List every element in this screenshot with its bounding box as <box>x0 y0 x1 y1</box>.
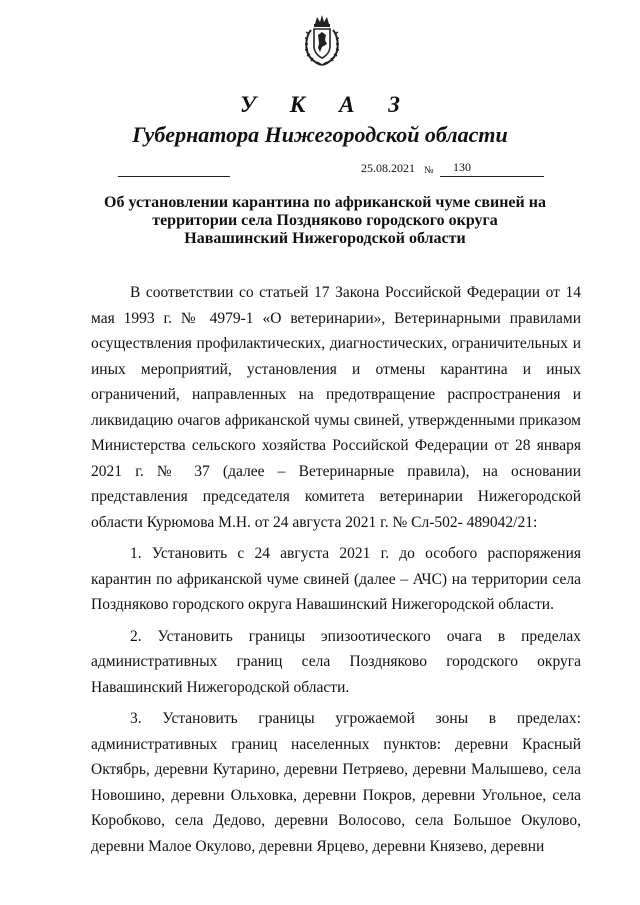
number-sign: № <box>424 165 434 176</box>
title-line: Об установлении карантина по африканской чуме свиней на <box>104 194 546 211</box>
clause-3: 3. Установить границы угрожаемой зоны в пределах: административных границ населенных пунктов: деревни Красный Октябрь, деревни Кутарино, деревни Петряево, деревни Малышево, села Новошино, деревни Ольховка, деревни Покров, деревни Угольное, села Коробково, села Дедово, деревни Волосово, села Большое Окулово, деревни Малое Окулово, деревни Ярцево, деревни Князево, деревни <box>91 710 581 855</box>
clause-1: 1. Установить с 24 августа 2021 г. до особого распоряжения карантин по африканской чуме свиней (далее – АЧС) на территории села Поздняково городского округа Навашинский Нижегородской области. <box>91 545 581 613</box>
coat-of-arms-icon <box>303 14 341 68</box>
preamble-paragraph: В соответствии со статьей 17 Закона Российской Федерации от 14 мая 1993 г. № 4979-1 «О ветеринарии», Ветеринарными правилами осуществления профилактических, диагностических, ограничительных и иных мероприятий, установления и отмены карантина и иных ограничений, направленных на предотвращение распространения и ликвидацию очагов африканской чумы свиней, утвержденными приказом Министерства сельского хозяйства Российской Федерации от 28 января 2021 г. № 37 (далее – Ветеринарные правила), на основании представления председателя комитета ветеринарии Нижегородской области Курюмова М.Н. от 24 августа 2021 г. № Сл-502- 489042/21: <box>91 284 581 531</box>
decree-number: 130 <box>453 160 471 174</box>
date-underline-left <box>118 176 230 177</box>
issuer-heading: Губернатора Нижегородской области <box>132 122 508 147</box>
number-underline <box>440 176 544 177</box>
decree-heading: У К А З <box>240 92 414 117</box>
document-title <box>90 194 560 248</box>
title-line: Навашинский Нижегородской области <box>184 230 466 247</box>
clause-2: 2. Установить границы эпизоотического очага в пределах административных границ села Поздняково городского округа Навашинский Нижегородской области. <box>91 627 581 696</box>
document-body <box>91 280 581 859</box>
title-line: территории села Поздняково городского округа <box>152 212 498 229</box>
decree-date: 25.08.2021 <box>361 161 415 175</box>
